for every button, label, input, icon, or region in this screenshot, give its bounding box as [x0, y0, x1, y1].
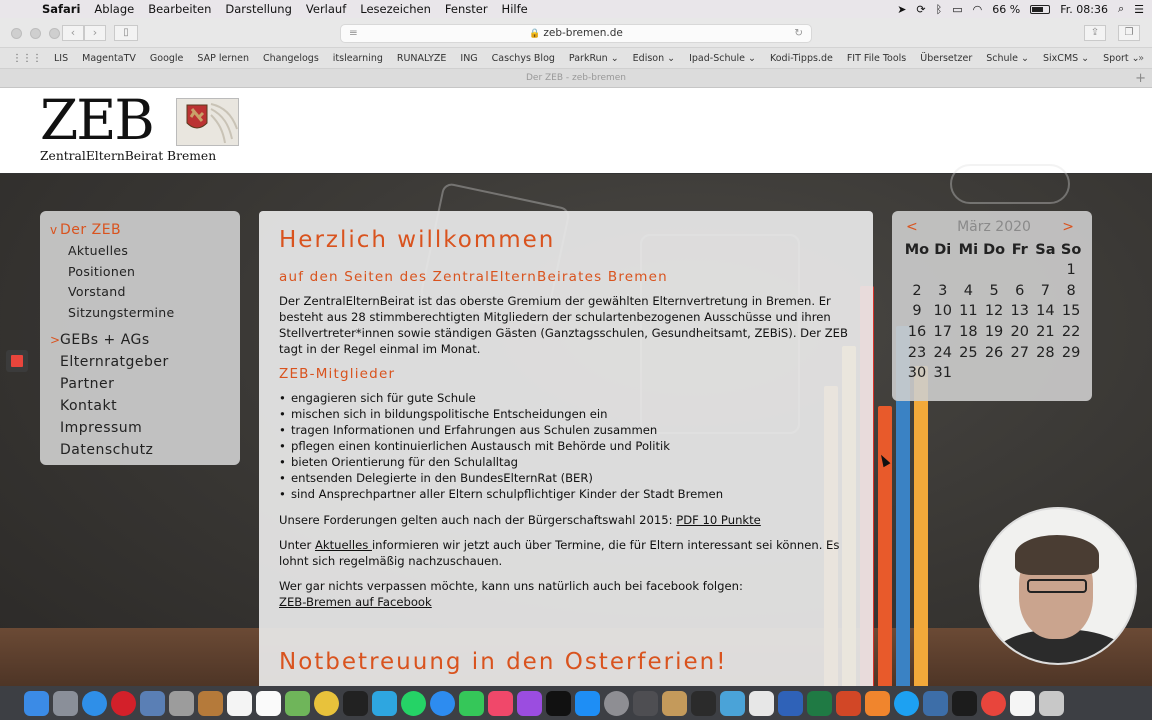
pdf-10-punkte-link[interactable]: PDF 10 Punkte: [676, 513, 761, 527]
books-icon[interactable]: [662, 691, 687, 716]
terminal-icon[interactable]: [952, 691, 977, 716]
webcam-person-hair: [1015, 535, 1099, 575]
sync-icon[interactable]: ⟳: [916, 2, 926, 16]
nav-subitem-aktuelles[interactable]: Aktuelles: [68, 243, 129, 258]
app-icon[interactable]: [923, 691, 948, 716]
calendar-day: [1058, 363, 1084, 384]
nav-subitem-sitzungstermine[interactable]: Sitzungstermine: [68, 304, 175, 320]
favorite-item[interactable]: Caschys Blog: [491, 52, 555, 64]
system-preferences-icon[interactable]: [604, 691, 629, 716]
main-content: [259, 211, 873, 686]
calendar-next-button[interactable]: >: [1062, 219, 1074, 235]
calendar-day[interactable]: 20: [1010, 324, 1029, 341]
calendar-day[interactable]: 17: [933, 324, 952, 341]
favorite-item[interactable]: Google: [149, 52, 184, 64]
menu-verlauf[interactable]: Verlauf: [305, 2, 347, 16]
favorite-item[interactable]: MagentaTV: [82, 52, 136, 64]
app-store-icon[interactable]: [575, 691, 600, 716]
calendar-grid: [904, 239, 1084, 384]
documents-icon[interactable]: [1010, 691, 1035, 716]
word-icon[interactable]: [778, 691, 803, 716]
calendar-day[interactable]: 31: [933, 365, 952, 382]
favorite-item[interactable]: RUNALYZE: [396, 52, 447, 64]
maps-icon[interactable]: [285, 691, 310, 716]
calendar-day[interactable]: 23: [907, 344, 927, 361]
reminders-icon[interactable]: [256, 691, 281, 716]
chevron-down-icon: v: [50, 223, 58, 237]
calendar-day: [981, 260, 1007, 281]
messages-icon[interactable]: [430, 691, 455, 716]
news-paragraph: [279, 537, 853, 569]
calendar-weekday-row: [904, 239, 1084, 260]
calendar-prev-button[interactable]: <: [906, 219, 918, 235]
safari-icon[interactable]: [82, 691, 107, 716]
calendar-day[interactable]: 4: [963, 282, 973, 299]
menu-lesezeichen[interactable]: Lesezeichen: [360, 2, 431, 16]
reload-icon[interactable]: ↻: [794, 27, 803, 39]
nav-item-der-zeb[interactable]: [50, 219, 240, 241]
minimize-window-button[interactable]: [30, 28, 41, 39]
favorite-item[interactable]: itslearning: [332, 52, 383, 64]
logo-subtitle: ZentralElternBeirat Bremen: [40, 149, 217, 163]
favorite-item[interactable]: LIS: [54, 52, 69, 64]
calendar-day: [930, 260, 956, 281]
calendar-day[interactable]: 1: [1066, 262, 1076, 279]
calendar-day[interactable]: 9: [912, 303, 922, 320]
calendar-day: [956, 363, 982, 384]
twitter-icon[interactable]: [894, 691, 919, 716]
tab-bar: [0, 69, 1152, 88]
calendar-header: [904, 219, 1084, 239]
calendar-day: [1033, 363, 1059, 384]
notes-book-icon[interactable]: [198, 691, 223, 716]
wifi-icon[interactable]: ◠: [972, 2, 983, 16]
nav-label: GEBs + AGs: [60, 332, 150, 348]
tripadvisor-icon[interactable]: [691, 691, 716, 716]
app-icon[interactable]: [865, 691, 890, 716]
demands-paragraph: [279, 512, 853, 528]
pencil: [878, 406, 892, 686]
news-text-post: informieren wir jetzt auch über Termine, die für Eltern interessant sei können. Es lohnt sich regelmäßig nachzuschauen.: [279, 538, 840, 568]
chalk-drawing: [950, 164, 1070, 204]
facebook-text: Wer gar nichts verpassen möchte, kann uns natürlich auch bei facebook folgen:: [279, 579, 743, 593]
more-favorites-icon[interactable]: »: [1138, 52, 1144, 64]
app-icon[interactable]: [720, 691, 745, 716]
favorite-folder[interactable]: Ipad-Schule ⌄: [689, 52, 756, 64]
webcam-person-glasses: [1027, 579, 1087, 593]
list-item: • mischen sich in bildungspolitische Entscheidungen ein: [279, 406, 853, 422]
calendar-day[interactable]: 25: [959, 344, 978, 361]
calendar-day[interactable]: 30: [907, 365, 927, 382]
bluetooth-icon[interactable]: ᛒ: [935, 2, 943, 16]
news-text-pre: Unter: [279, 538, 315, 552]
nav-item-datenschutz[interactable]: Datenschutz: [60, 442, 154, 458]
nav-item-elternratgeber[interactable]: Elternratgeber: [60, 354, 169, 370]
calendar-week: [904, 281, 1084, 302]
calendar-day[interactable]: 10: [933, 303, 952, 320]
favorite-folder[interactable]: Sport ⌄: [1103, 52, 1140, 64]
share-button[interactable]: ⇪: [1084, 25, 1106, 41]
menubar: [0, 0, 1152, 18]
tabs-overview-button[interactable]: ❐: [1118, 25, 1140, 41]
calendar-app-icon[interactable]: [227, 691, 252, 716]
calendar-week: [904, 260, 1084, 281]
bremen-coat-of-arms-icon: [176, 98, 239, 146]
new-tab-button[interactable]: +: [1135, 71, 1146, 86]
menu-bearbeiten[interactable]: Bearbeiten: [148, 2, 212, 16]
favorites-bar: [0, 48, 1152, 69]
calendar-day: [1033, 260, 1059, 281]
intro-paragraph: Der ZentralElternBeirat ist das oberste Gremium der gewählten Elternvertretung in Bremen. Er besteht aus 28 stimmberechtigten Mitgliedern der schulartenbezogenen Ausschüsse und ihren Stellvertreter*innen sowie ständigen Gästen (Ganztagsschulen, Gesundheitsamt, ZEBiS). Der ZEB tagt in der Regel einmal im Monat.: [279, 294, 848, 356]
nav-label: Der ZEB: [60, 222, 122, 238]
notbetreuung-heading: Notbetreuung in den Osterferien!: [279, 649, 728, 675]
photos-icon[interactable]: [314, 691, 339, 716]
calendar-week: [904, 301, 1084, 322]
calendar-day[interactable]: 18: [959, 324, 978, 341]
favorite-item[interactable]: Kodi-Tipps.de: [769, 52, 833, 64]
calendar-day[interactable]: 13: [1010, 303, 1029, 320]
clock[interactable]: Fr. 08:36: [1060, 2, 1108, 16]
calendar-day: [1007, 260, 1033, 281]
menu-ablage[interactable]: Ablage: [94, 2, 135, 16]
favorite-folder[interactable]: SixCMS ⌄: [1043, 52, 1090, 64]
weekday: Fr: [1011, 241, 1028, 258]
zoom-window-button[interactable]: [49, 28, 60, 39]
favorite-folder[interactable]: Schule ⌄: [986, 52, 1030, 64]
launchpad-icon[interactable]: [53, 691, 78, 716]
page-subtitle: auf den Seiten des ZentralElternBeirates Bremen: [279, 269, 668, 285]
app-icon[interactable]: [749, 691, 774, 716]
history-buttons: [62, 25, 106, 41]
battery-percent[interactable]: 66 %: [992, 2, 1021, 16]
calendar-day[interactable]: 29: [1061, 344, 1081, 361]
app-icon[interactable]: [372, 691, 397, 716]
nav-item-partner[interactable]: Partner: [60, 376, 115, 392]
facetime-icon[interactable]: [459, 691, 484, 716]
tab-title[interactable]: Der ZEB - zeb-bremen: [525, 73, 626, 83]
favorite-folder[interactable]: Edison ⌄: [632, 52, 676, 64]
screen-recording-indicator[interactable]: [6, 350, 28, 372]
excel-icon[interactable]: [807, 691, 832, 716]
calendar-week: [904, 322, 1084, 343]
menu-safari[interactable]: Safari: [42, 2, 81, 16]
list-item: • entsenden Delegierte in den BundesElternRat (BER): [279, 470, 853, 486]
calendar-day[interactable]: 14: [1036, 303, 1055, 320]
nav-item-kontakt[interactable]: Kontakt: [60, 398, 118, 414]
dock: [0, 686, 1152, 720]
calendar-day[interactable]: 7: [1040, 282, 1051, 299]
list-item: • engagieren sich für gute Schule: [279, 390, 853, 406]
utility-icon[interactable]: [633, 691, 658, 716]
members-heading: ZEB-Mitglieder: [279, 366, 396, 382]
list-item: • pflegen einen kontinuierlichen Austausch mit Behörde und Politik: [279, 438, 853, 454]
reader-icon[interactable]: ≡: [349, 27, 358, 39]
nav-subitem-vorstand[interactable]: Vorstand: [68, 284, 126, 299]
close-window-button[interactable]: [11, 28, 22, 39]
favorite-folder[interactable]: ParkRun ⌄: [568, 52, 619, 64]
weekday: So: [1060, 241, 1082, 258]
nav-subitem-positionen[interactable]: Positionen: [68, 263, 136, 279]
calendar-week: [904, 363, 1084, 384]
calendar-day[interactable]: 24: [933, 344, 952, 361]
trash-icon[interactable]: [1039, 691, 1064, 716]
calendar-day[interactable]: 26: [984, 344, 1004, 361]
apple-tv-icon[interactable]: [546, 691, 571, 716]
moviestar-icon[interactable]: [343, 691, 368, 716]
calendar-day[interactable]: 27: [1010, 344, 1029, 361]
list-item: • sind Ansprechpartner aller Eltern schulpflichtiger Kinder der Stadt Bremen: [279, 486, 853, 502]
window-controls: [11, 28, 60, 39]
demands-text: Unsere Forderungen gelten auch nach der Bürgerschaftswahl 2015:: [279, 513, 677, 527]
favorite-item[interactable]: ING: [460, 52, 478, 64]
calendar-day[interactable]: 28: [1036, 344, 1055, 361]
calendar-week: [904, 342, 1084, 363]
address-bar[interactable]: [340, 24, 812, 43]
calendar-day[interactable]: 2: [912, 282, 922, 299]
calendar-month: März 2020: [957, 219, 1031, 235]
calendar-day[interactable]: 15: [1061, 303, 1081, 320]
favorite-item[interactable]: Übersetzer: [920, 52, 973, 64]
calendar-day[interactable]: 6: [1015, 282, 1025, 299]
music-icon[interactable]: [488, 691, 513, 716]
calendar-day[interactable]: 22: [1061, 324, 1081, 341]
control-menu-icon[interactable]: ☰: [1134, 2, 1144, 16]
calendar-day[interactable]: 12: [984, 303, 1004, 320]
weekday: Sa: [1035, 241, 1056, 258]
facebook-paragraph: [279, 578, 853, 610]
favorite-item[interactable]: SAP lernen: [197, 52, 249, 64]
powerpoint-icon[interactable]: [836, 691, 861, 716]
chalkboard-background: [0, 174, 1152, 686]
location-icon[interactable]: ➤: [897, 2, 907, 16]
site-navigation: [40, 211, 240, 465]
calendar-day[interactable]: 19: [984, 324, 1004, 341]
members-list: [279, 390, 853, 502]
preview-icon[interactable]: [140, 691, 165, 716]
screen-mirroring-icon[interactable]: ▭: [952, 2, 963, 16]
weekday: Mo: [904, 241, 930, 258]
archive-icon[interactable]: [169, 691, 194, 716]
page-title: Herzlich willkommen: [279, 227, 556, 253]
sidebar-toggle-button[interactable]: ▯: [114, 25, 138, 41]
opera-icon[interactable]: [111, 691, 136, 716]
pencil: [914, 366, 928, 686]
weekday: Do: [983, 241, 1006, 258]
list-item: • bieten Orientierung für den Schulalltag: [279, 454, 853, 470]
menu-fenster[interactable]: Fenster: [444, 2, 488, 16]
status-area: [897, 0, 1144, 18]
calendar-day[interactable]: 5: [989, 282, 999, 299]
calendar-day: [956, 260, 982, 281]
lock-icon: 🔒: [529, 29, 541, 39]
favorite-item[interactable]: Changelogs: [262, 52, 319, 64]
calendar-day: [981, 363, 1007, 384]
site-logo[interactable]: [40, 88, 245, 166]
forward-button[interactable]: ›: [84, 25, 106, 41]
spotlight-search-icon[interactable]: ⌕: [1117, 2, 1125, 15]
battery-icon[interactable]: [1030, 5, 1050, 14]
aktuelles-link[interactable]: Aktuelles: [314, 538, 372, 552]
favorites-grid-icon[interactable]: ⋮⋮⋮: [12, 52, 42, 64]
calendar-day[interactable]: 21: [1036, 324, 1055, 341]
calendar-day[interactable]: 3: [938, 282, 948, 299]
facebook-link[interactable]: ZEB-Bremen auf Facebook: [279, 595, 432, 609]
calendar-widget: [892, 211, 1092, 401]
webcam-overlay: [979, 507, 1137, 665]
calendar-day: [1007, 363, 1033, 384]
list-item: • tragen Informationen und Erfahrungen aus Schulen zusammen: [279, 422, 853, 438]
calendar-day[interactable]: 11: [959, 303, 978, 320]
weekday: Di: [934, 241, 952, 258]
whatsapp-icon[interactable]: [401, 691, 426, 716]
favorite-item[interactable]: FIT File Tools: [846, 52, 907, 64]
calendar-day[interactable]: 16: [907, 324, 927, 341]
web-page: [0, 88, 1152, 686]
site-header: [0, 88, 1152, 174]
chevron-right-icon: >: [50, 333, 61, 347]
app-icon[interactable]: [981, 691, 1006, 716]
calendar-day: [904, 260, 930, 281]
menu-hilfe[interactable]: Hilfe: [501, 2, 528, 16]
toolbar-right: [1084, 25, 1140, 41]
logo-title: ZEB: [40, 88, 153, 152]
weekday: Mi: [958, 241, 979, 258]
menu-darstellung[interactable]: Darstellung: [225, 2, 292, 16]
browser-toolbar: [0, 18, 1152, 48]
calendar-day[interactable]: 8: [1066, 282, 1076, 299]
finder-icon[interactable]: [24, 691, 49, 716]
nav-item-impressum[interactable]: Impressum: [60, 420, 143, 436]
url-text: zeb-bremen.de: [543, 27, 623, 39]
podcasts-icon[interactable]: [517, 691, 542, 716]
nav-item-gebs-ags[interactable]: [50, 329, 240, 351]
back-button[interactable]: ‹: [62, 25, 84, 41]
